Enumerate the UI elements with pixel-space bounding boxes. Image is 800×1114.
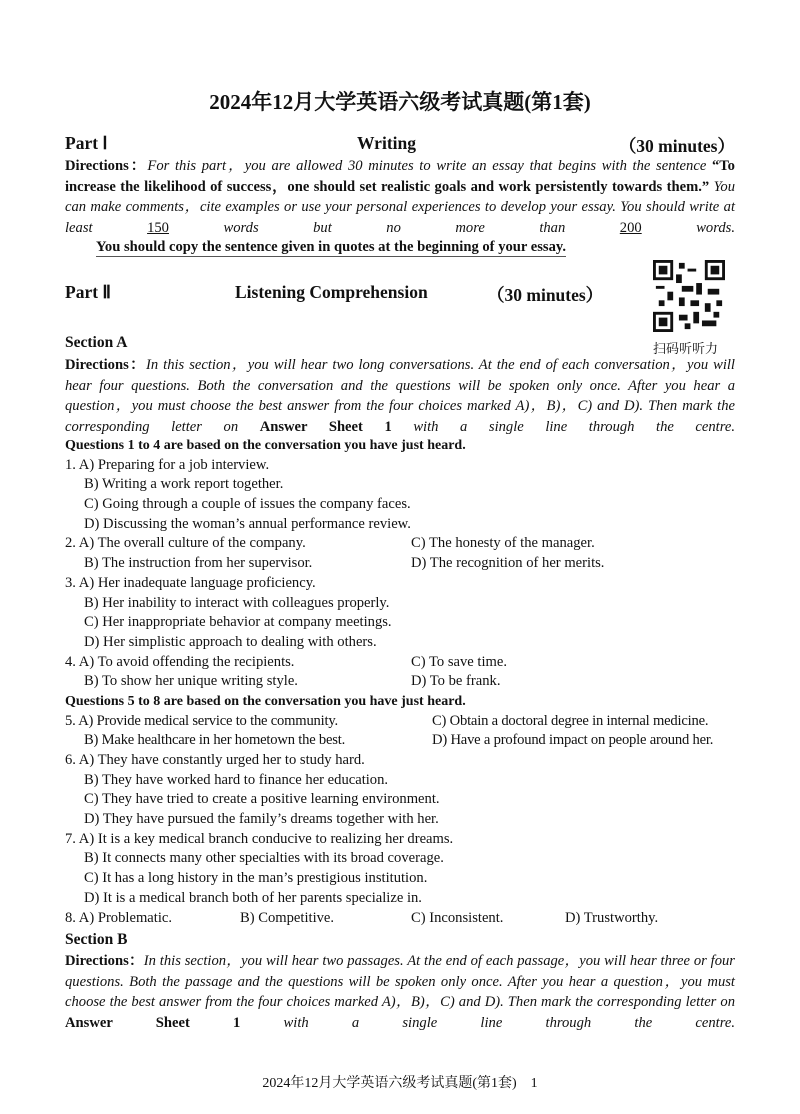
answer-option: B) Writing a work report together. [84, 476, 284, 493]
question-options-row [65, 475, 735, 495]
directions-text: In this section，you will hear two passages. At the end of each passage，you will hear three or four questions. Both the passage and the questions will be spoken only once. After you hear a question，you must choose the best answer from the four choices marked A)，B)，C) and D). Then mark the corresponding letter on [65, 953, 735, 1010]
question-options-row [65, 889, 735, 909]
max-words: 200 [619, 219, 642, 236]
directions-label: Directions： [65, 953, 144, 969]
answer-sheet-label: Answer Sheet 1 [259, 418, 392, 435]
answer-option: C) Inconsistent. [411, 909, 504, 926]
question-options-row [65, 731, 735, 751]
answer-option: D) Discussing the woman’s annual performance review. [84, 515, 411, 532]
question-group-heading [65, 436, 735, 456]
qr-label: 扫码听听力 [653, 342, 719, 357]
directions-text: You can make comments，cite examples or use your personal experiences to develop your essay. You should write at least [65, 178, 735, 236]
answer-option: B) Competitive. [240, 909, 335, 926]
page-title: 2024年12月大学英语六级考试真题(第1套) [209, 90, 591, 114]
answer-option: C) Going through a couple of issues the company faces. [84, 496, 411, 513]
question-options-row [65, 495, 735, 515]
part-time: （30 minutes） [487, 285, 604, 305]
answer-option: B) It connects many other specialties with its broad coverage. [84, 850, 444, 867]
directions-label: Directions： [65, 158, 148, 174]
question-options-row [65, 554, 735, 574]
answer-option: 1. A) Preparing for a job interview. [65, 456, 270, 473]
question-options-row [65, 790, 735, 810]
question-options-row [65, 534, 735, 554]
part2-header [65, 282, 735, 303]
answer-option: D) They have pursued the family’s dreams together with her. [84, 811, 439, 828]
question-list [65, 436, 735, 928]
min-words: 150 [147, 219, 169, 236]
directions-text: with a single line through the centre. [391, 418, 735, 435]
question-options-row [65, 849, 735, 869]
answer-option: B) The instruction from her supervisor. [84, 555, 313, 572]
section-a-directions [65, 355, 735, 437]
answer-option: 3. A) Her inadequate language proficiency. [65, 574, 316, 591]
directions-text: words but no more than [168, 219, 620, 236]
part-name: Listening Comprehension [235, 282, 428, 302]
prompt-quote: “To increase the likelihood of success，one should set realistic goals and work persistently towards them.” [65, 158, 735, 195]
question-options-row [65, 515, 735, 535]
question-options-row [65, 771, 735, 791]
directions-text: with a single line through the centre. [240, 1014, 735, 1031]
part-time: （30 minutes） [618, 136, 735, 156]
part1-directions [65, 156, 735, 238]
answer-option: C) They have tried to create a positive learning environment. [84, 791, 440, 808]
group-heading-text: Questions 5 to 8 are based on the conversation you have just heard. [65, 693, 466, 709]
qr-code-icon[interactable] [652, 260, 726, 332]
answer-option: D) Trustworthy. [565, 909, 659, 926]
question-options-row [65, 653, 735, 673]
answer-option: C) It has a long history in the man’s prestigious institution. [84, 870, 428, 887]
question-options-row [65, 751, 735, 771]
directions-text: For this part，you are allowed 30 minutes to write an essay that begins with the sentence [147, 158, 707, 174]
copy-note: You should copy the sentence given in quotes at the beginning of your essay. [96, 239, 567, 255]
part-name: Writing [357, 133, 416, 153]
question-options-row [65, 574, 735, 594]
answer-option: C) To save time. [411, 653, 507, 670]
section-a-heading: Section A [65, 334, 128, 351]
page-footer: 2024年12月大学英语六级考试真题(第1套) 1 [262, 1076, 538, 1091]
question-options-row [65, 672, 735, 692]
question-group-heading [65, 692, 735, 712]
answer-option: 4. A) To avoid offending the recipients. [65, 653, 295, 670]
answer-option: C) Obtain a doctoral degree in internal medicine. [432, 712, 709, 729]
question-options-row [65, 594, 735, 614]
answer-option: C) Her inappropriate behavior at company meetings. [84, 614, 392, 631]
directions-text: In this section，you will hear two long conversations. At the end of each conversation，you will hear four questions. Both the conversation and the questions will be spoken only once. After you hear a question，you must choose the best answer from the four choices marked A)，B)，C) and D). Then mark the corresponding letter on [65, 357, 735, 435]
answer-sheet-label: Answer Sheet 1 [65, 1014, 241, 1031]
answer-option: 5. A) Provide medical service to the community. [65, 712, 338, 729]
question-options-row [65, 830, 735, 850]
answer-option: D) Her simplistic approach to dealing with others. [84, 633, 377, 650]
answer-option: B) They have worked hard to finance her education. [84, 771, 389, 788]
part-label: Part Ⅱ [65, 282, 112, 302]
question-options-row [65, 909, 735, 929]
question-options-row [65, 810, 735, 830]
answer-option: D) The recognition of her merits. [411, 555, 605, 572]
directions-label: Directions： [65, 357, 147, 373]
question-options-row [65, 869, 735, 889]
answer-option: 6. A) They have constantly urged her to study hard. [65, 752, 365, 768]
answer-option: D) To be frank. [411, 673, 501, 690]
answer-option: B) Make healthcare in her hometown the best. [84, 732, 346, 749]
group-heading-text: Questions 1 to 4 are based on the conversation you have just heard. [65, 438, 466, 453]
answer-option: C) The honesty of the manager. [411, 535, 595, 552]
answer-option: 7. A) It is a key medical branch conducive to realizing her dreams. [65, 830, 454, 847]
answer-option: 2. A) The overall culture of the company. [65, 535, 306, 552]
directions-text: words. [641, 219, 735, 236]
part1-header [65, 133, 735, 154]
section-b-heading: Section B [65, 931, 128, 948]
answer-option: B) To show her unique writing style. [84, 673, 298, 690]
question-options-row [65, 712, 735, 732]
answer-option: 8. A) Problematic. [65, 909, 173, 926]
question-options-row [65, 456, 735, 476]
section-b-directions [65, 951, 735, 1033]
answer-option: D) It is a medical branch both of her parents specialize in. [84, 889, 422, 906]
question-options-row [65, 633, 735, 653]
answer-option: D) Have a profound impact on people around her. [432, 732, 714, 749]
part-label: Part Ⅰ [65, 133, 108, 153]
answer-option: B) Her inability to interact with colleagues properly. [84, 594, 390, 611]
question-options-row [65, 613, 735, 633]
